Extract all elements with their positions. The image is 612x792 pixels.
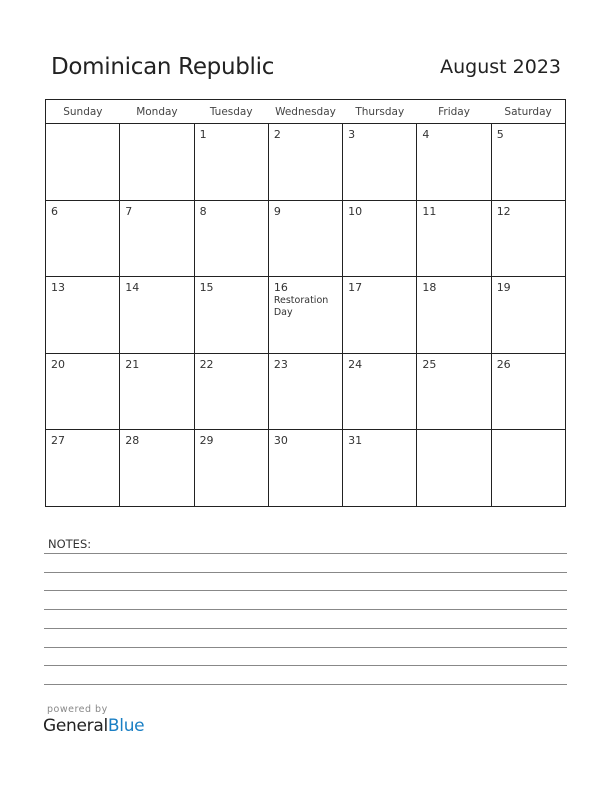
weekday-friday: Friday: [417, 100, 491, 124]
weekday-thursday: Thursday: [343, 100, 417, 124]
day-cell[interactable]: [343, 124, 417, 201]
weekday-header-row: [46, 100, 566, 124]
week-row: [46, 124, 566, 201]
day-number: 7: [125, 204, 133, 218]
weekday-monday: Monday: [120, 100, 194, 124]
day-cell[interactable]: [343, 430, 417, 507]
day-number: 18: [422, 281, 437, 294]
week-row: [46, 277, 566, 354]
powered-by-text: powered by: [47, 704, 108, 715]
day-cell[interactable]: [268, 200, 342, 277]
notes-line: [44, 590, 567, 591]
day-number: 6: [51, 204, 58, 218]
day-number: 29: [199, 434, 214, 447]
day-cell[interactable]: [46, 124, 120, 201]
day-number: 2: [273, 128, 281, 141]
day-number: 11: [422, 204, 437, 218]
day-cell[interactable]: [491, 124, 565, 201]
day-cell[interactable]: [491, 277, 565, 354]
day-cell[interactable]: [120, 430, 194, 507]
day-number: 4: [422, 128, 430, 141]
day-number: 9: [273, 204, 281, 218]
notes-line: [44, 665, 567, 666]
day-number: 17: [348, 281, 363, 294]
day-number: 1: [199, 128, 207, 141]
day-cell[interactable]: [491, 430, 565, 507]
day-cell[interactable]: [120, 200, 194, 277]
day-number: 12: [496, 204, 511, 218]
notes-line: [44, 553, 567, 554]
day-number: 28: [125, 434, 140, 447]
notes-label: NOTES:: [48, 537, 92, 551]
day-number: 15: [199, 281, 214, 294]
day-number: 20: [51, 357, 65, 371]
day-number: 25: [422, 357, 437, 371]
day-cell[interactable]: [417, 124, 491, 201]
generalblue-logo: [43, 716, 144, 736]
day-number: 3: [348, 128, 356, 141]
day-number: 13: [51, 281, 65, 294]
notes-line: [44, 647, 567, 648]
day-cell[interactable]: [120, 277, 194, 354]
day-cell[interactable]: [194, 353, 268, 430]
day-number: 19: [496, 281, 511, 294]
day-cell[interactable]: [417, 200, 491, 277]
weekday-tuesday: Tuesday: [194, 100, 268, 124]
day-number: 16: [273, 281, 288, 294]
day-cell[interactable]: [194, 277, 268, 354]
day-number: 31: [348, 434, 363, 447]
day-cell[interactable]: [194, 124, 268, 201]
notes-line: [44, 572, 567, 573]
logo-blue: Blue: [107, 716, 145, 736]
day-cell[interactable]: [46, 277, 120, 354]
logo-general: General: [43, 716, 108, 736]
weekday-sunday: Sunday: [46, 100, 120, 124]
day-cell[interactable]: [268, 124, 342, 201]
day-number: 23: [273, 357, 288, 371]
country-title: Dominican Republic: [51, 54, 275, 80]
day-cell[interactable]: [120, 124, 194, 201]
day-number: 5: [496, 128, 504, 141]
day-number: 21: [125, 357, 140, 371]
notes-line: [44, 628, 567, 629]
day-cell[interactable]: [343, 200, 417, 277]
month-year-title: August 2023: [440, 56, 561, 78]
day-number: 22: [199, 357, 214, 371]
week-row: [46, 353, 566, 430]
day-cell[interactable]: [120, 353, 194, 430]
day-cell[interactable]: [268, 353, 342, 430]
holiday-label: Restoration Day: [273, 295, 329, 318]
day-cell[interactable]: [194, 200, 268, 277]
notes-line: [44, 684, 567, 685]
day-number: 30: [273, 434, 288, 447]
day-cell[interactable]: [343, 353, 417, 430]
weekday-saturday: Saturday: [491, 100, 565, 124]
day-number: 26: [496, 357, 511, 371]
day-cell[interactable]: [46, 430, 120, 507]
day-cell[interactable]: [268, 430, 342, 507]
day-cell[interactable]: [491, 200, 565, 277]
calendar-grid: [45, 99, 566, 507]
notes-line: [44, 609, 567, 610]
day-number: 14: [125, 281, 140, 294]
weekday-wednesday: Wednesday: [268, 100, 342, 124]
day-number: 24: [348, 357, 363, 371]
day-cell[interactable]: [417, 430, 491, 507]
day-cell[interactable]: [417, 277, 491, 354]
day-cell[interactable]: [491, 353, 565, 430]
week-row: [46, 200, 566, 277]
day-cell[interactable]: [46, 353, 120, 430]
day-cell[interactable]: [417, 353, 491, 430]
week-row: [46, 430, 566, 507]
day-cell[interactable]: [194, 430, 268, 507]
day-cell[interactable]: [343, 277, 417, 354]
day-cell[interactable]: [268, 277, 342, 354]
day-number: 10: [348, 204, 363, 218]
day-cell[interactable]: [46, 200, 120, 277]
day-number: 8: [199, 204, 207, 218]
day-number: 27: [51, 434, 65, 447]
